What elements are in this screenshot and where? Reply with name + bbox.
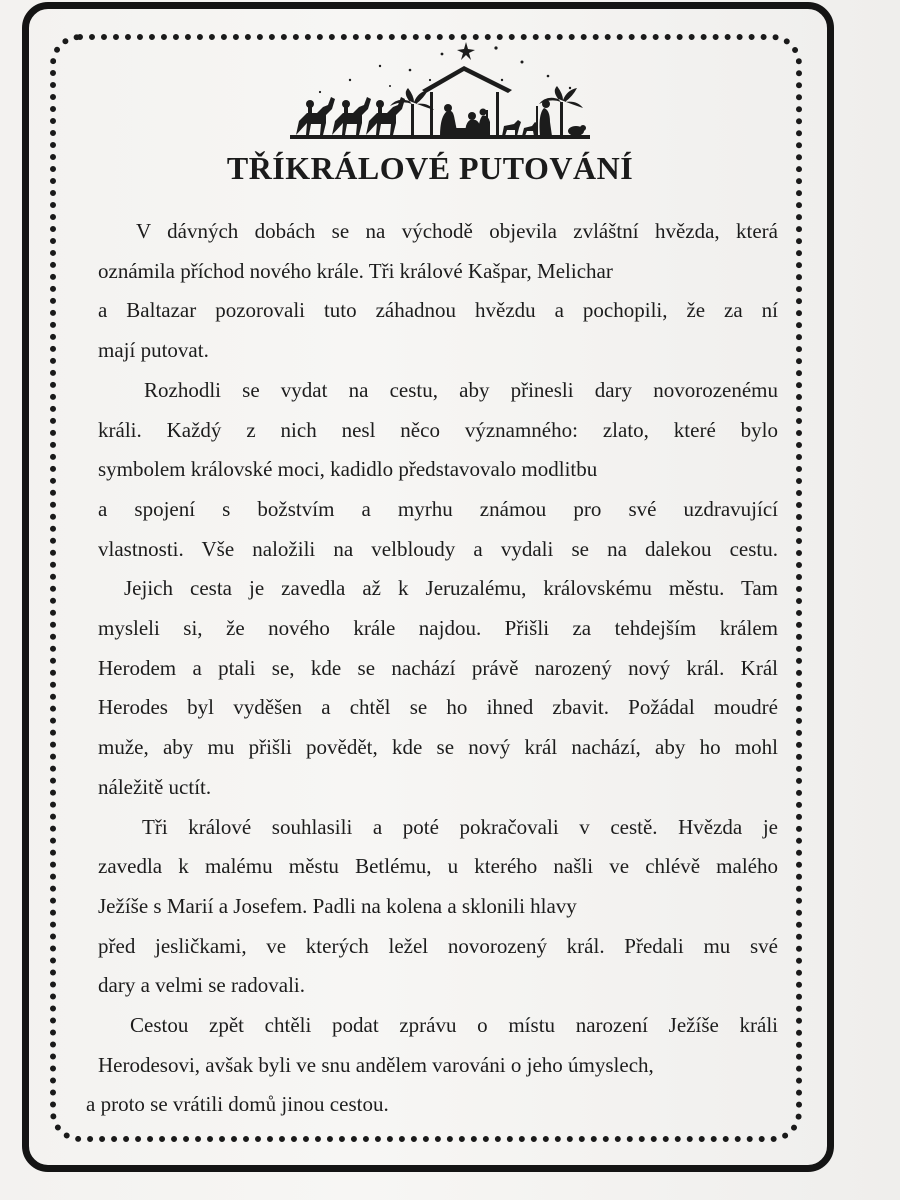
text-line: Herodem a ptali se, kde se nachází právě narozený nový král. Král xyxy=(98,655,778,680)
text-line: symbolem královské moci, kadidlo představovalo modlitbu xyxy=(98,457,598,482)
text-line: a spojení s božstvím a myrhu známou pro své uzdravující xyxy=(98,496,778,521)
paragraph-1 xyxy=(98,212,778,371)
text-line: Jejich cesta je zavedla až k Jeruzalému, královskému městu. Tam xyxy=(124,576,778,601)
text-line: Rozhodli se vydat na cestu, aby přinesli dary novorozenému xyxy=(144,377,778,402)
text-line: a Baltazar pozorovali tuto záhadnou hvězdu a pochopili, že za ní xyxy=(98,298,778,323)
text-line: zavedla k malému městu Betlému, u kterého našli ve chlévě malého xyxy=(98,854,778,879)
text-line: oznámila příchod nového krále. Tři králové Kašpar, Melichar xyxy=(98,258,613,283)
paragraph-2 xyxy=(98,371,778,570)
paragraph-3 xyxy=(98,569,778,807)
text-line: před jesličkami, ve kterých ležel novorozený král. Předali mu své xyxy=(98,933,778,958)
text-line: vlastnosti. Vše naložili na velbloudy a vydali se na dalekou cestu. xyxy=(98,536,778,561)
text-line: Cestou zpět chtěli podat zprávu o místu narození Ježíše králi xyxy=(130,1013,778,1038)
text-line: V dávných dobách se na východě objevila zvláštní hvězda, která xyxy=(136,219,778,243)
text-line: Herodes byl vyděšen a chtěl se ho ihned zbavit. Požádal moudré xyxy=(98,695,778,720)
text-line: náležitě uctít. xyxy=(98,774,212,799)
text-line: a proto se vrátili domů jinou cestou. xyxy=(86,1092,389,1117)
nativity-scene-icon xyxy=(290,40,590,145)
text-line: muže, aby mu přišli povědět, kde se nový král nachází, aby ho mohl xyxy=(98,735,778,760)
text-line: dary a velmi se radovali. xyxy=(98,973,306,998)
paragraph-4 xyxy=(98,808,778,1007)
text-line: Tři králové souhlasili a poté pokračovali v cestě. Hvězda je xyxy=(142,814,778,839)
text-line: mysleli si, že nového krále najdou. Přišli za tehdejším králem xyxy=(98,616,778,641)
text-line: králi. Každý z nich nesl něco významného: zlato, které bylo xyxy=(98,417,778,442)
paragraph-5 xyxy=(86,1006,778,1125)
story-text xyxy=(86,212,778,1125)
text-line: Ježíše s Marií a Josefem. Padli na kolena a sklonili hlavy xyxy=(98,893,577,918)
text-line: Herodesovi, avšak byli ve snu andělem varováni o jeho úmyslech, xyxy=(98,1052,654,1077)
text-line: mají putovat. xyxy=(98,338,209,363)
page-title: TŘÍKRÁLOVÉ PUTOVÁNÍ xyxy=(226,150,634,186)
